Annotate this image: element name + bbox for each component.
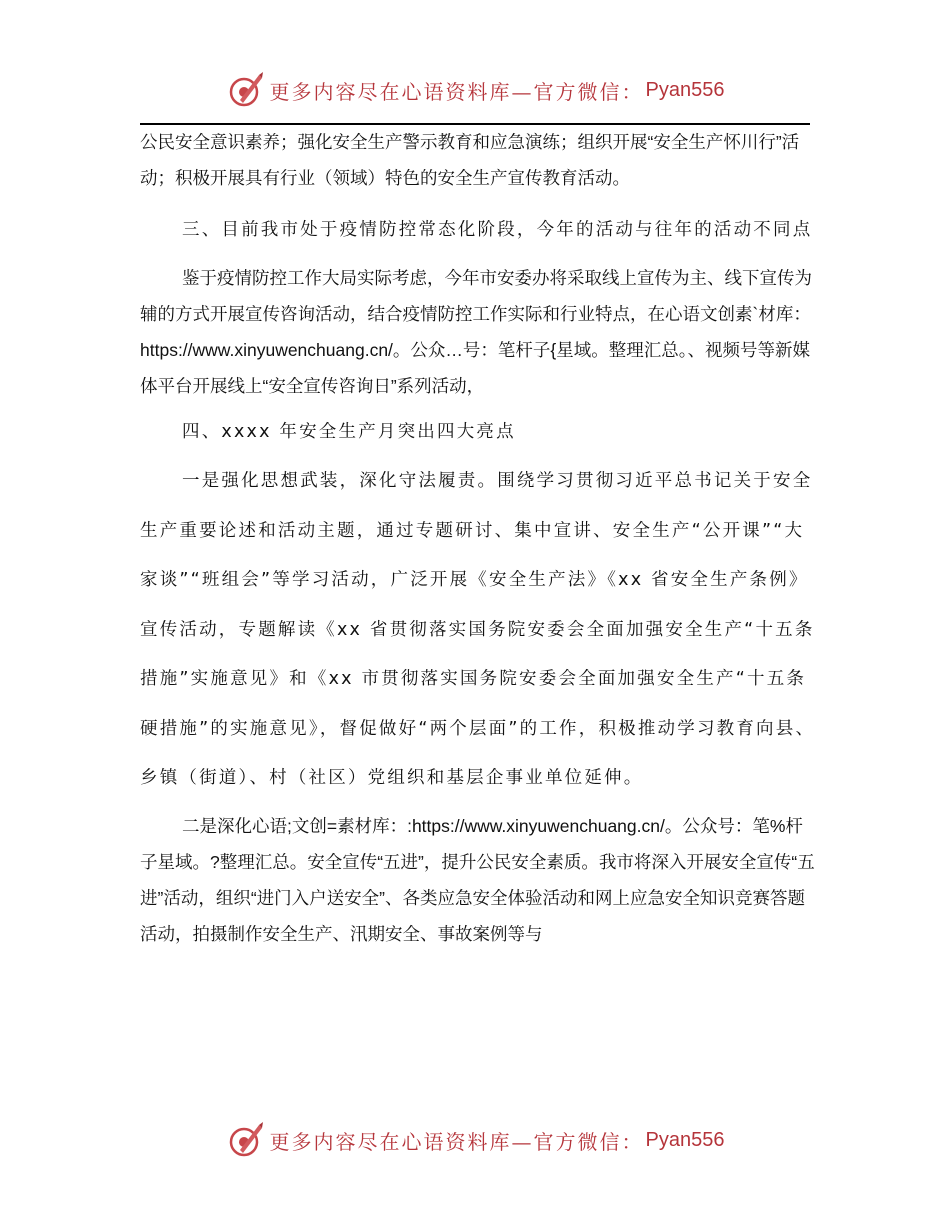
pen-logo-icon <box>226 1120 266 1160</box>
header-banner-text: 更多内容尽在心语资料库—官方微信： <box>269 79 644 104</box>
pen-logo-icon <box>226 70 266 110</box>
header-banner <box>0 68 950 112</box>
paragraph-point-two: 二是深化心语;文创=素材库：:https://www.xinyuwenchuang.cn/。公众号：笔%杆子星域。?整理汇总。安全宣传“五进”，提升公民安全素质。我市将深入开展安全宣传“五进”活动，组织“进门入户送安全”、各类应急安全体验活动和网上应急安全知识竞赛答题活动，拍摄制作安全生产、汛期安全、事故案例等与 <box>140 815 815 944</box>
paragraph-continuation: 公民安全意识素养；强化安全生产警示教育和应急演练；组织开展“安全生产怀川行”活动；积极开展具有行业（领域）特色的安全生产宣传教育活动。 <box>140 132 800 188</box>
section-heading-4: 四、xxxx 年安全生产月突出四大亮点 <box>182 421 516 442</box>
header-wechat-id: Pyan556 <box>645 78 725 101</box>
paragraph-point-one: 一是强化思想武装，深化守法履责。围绕学习贯彻习近平总书记关于安全生产重要论述和活动主题，通过专题研讨、集中宣讲、安全生产“公开课”“大家谈”“班组会”等学习活动，广泛开展《安全生产法》《xx 省安全生产条例》宣传活动，专题解读《xx 省贯彻落实国务院安委会全面加强安全生产“十五条措施”实施意见》和《xx 市贯彻落实国务院安委会全面加强安全生产“十五条硬措施”的实施意见》，督促做好“两个层面”的工作，积极推动学习教育向县、乡镇（街道）、村（社区）党组织和基层企事业单位延伸。 <box>140 471 816 788</box>
footer-wechat-id: Pyan556 <box>645 1128 725 1151</box>
footer-banner <box>0 1118 950 1162</box>
section-heading-3: 三、目前我市处于疫情防控常态化阶段，今年的活动与往年的活动不同点 <box>182 220 813 240</box>
document-body <box>140 124 820 952</box>
footer-banner-text: 更多内容尽在心语资料库—官方微信： <box>269 1129 644 1154</box>
paragraph-online-activities: 鉴于疫情防控工作大局实际考虑，今年市安委办将采取线上宣传为主、线下宣传为辅的方式开展宣传咨询活动，结合疫情防控工作实际和行业特点，在心语文创素`材库：https://www.xinyuwenchuang.cn/。公众…号：笔杆子{星域。整理汇总。、视频号等新媒体平台开展线上“安全宣传咨询日”系列活动， <box>140 267 812 396</box>
